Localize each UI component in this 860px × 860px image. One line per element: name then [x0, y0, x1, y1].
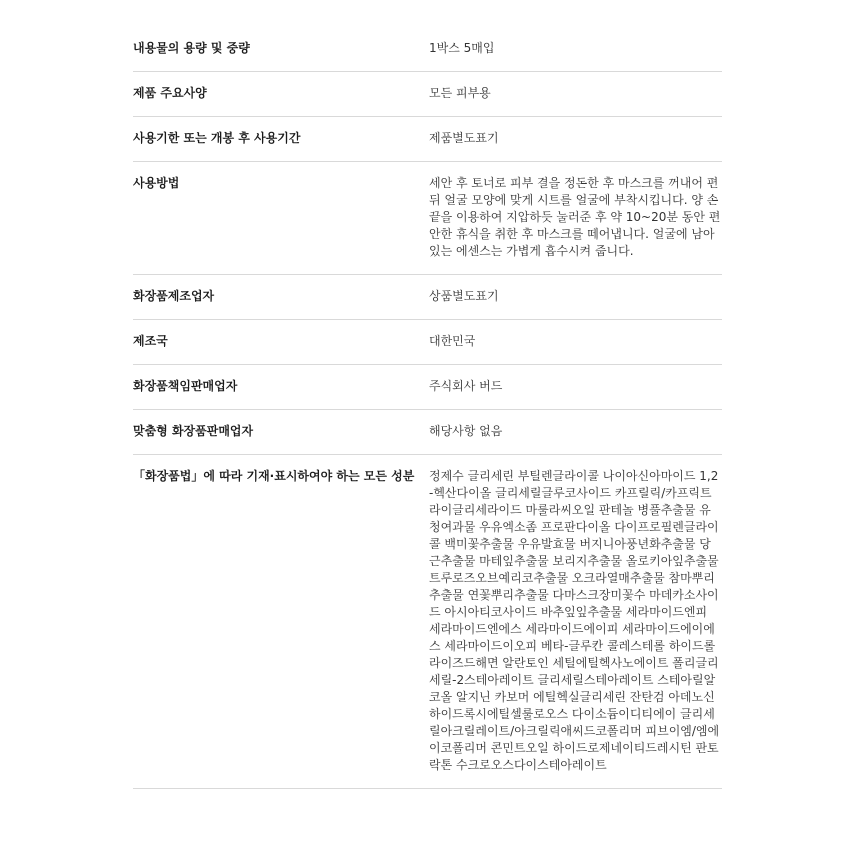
info-label: 사용기한 또는 개봉 후 사용기간 [133, 131, 301, 145]
info-label: 제품 주요사양 [133, 86, 207, 100]
info-row-ingredients [133, 455, 722, 789]
info-value: 제품별도표기 [429, 131, 499, 145]
info-label: 화장품책임판매업자 [133, 379, 238, 393]
info-row-seller [133, 365, 722, 410]
info-label: 사용방법 [133, 176, 180, 190]
info-value: 세안 후 토너로 피부 결을 정돈한 후 마스크를 꺼내어 편 뒤 얼굴 모양에 맞게 시트를 얼굴에 부착시킵니다. 양 손끝을 이용하여 지압하듯 눌러준 후 약 10~20분 동안 편안한 휴식을 취한 후 마스크를 떼어냅니다. 얼굴에 남아있는 에센스는 가볍게 흡수시켜 줍니다. [429, 176, 721, 258]
info-value: 상품별도표기 [429, 289, 499, 303]
info-row-country [133, 320, 722, 365]
info-row-custom-seller [133, 410, 722, 455]
info-value: 대한민국 [429, 334, 476, 348]
info-row-spec [133, 72, 722, 117]
info-label: 「화장품법」에 따라 기재·표시하여야 하는 모든 성분 [133, 469, 415, 483]
info-label: 제조국 [133, 334, 168, 348]
info-value: 주식회사 버드 [429, 379, 503, 393]
info-value: 1박스 5매입 [429, 41, 495, 55]
info-value: 해당사항 없음 [429, 424, 503, 438]
info-row-manufacturer [133, 275, 722, 320]
info-label: 화장품제조업자 [133, 289, 215, 303]
info-label: 맞춤형 화장품판매업자 [133, 424, 254, 438]
info-value: 정제수 글리세린 부틸렌글라이콜 나이아신아마이드 1,2-헥산다이올 글리세릴글루코사이드 카프릴릭/카프릭트라이글리세라이드 마룰라씨오일 판테놀 병풀추출물 유청여과물 우유엑소좀 프로판다이올 다이프로필렌글라이콜 백미꽃추출물 우유발효물 버지니아풍년화추출물 당근추출물 마테잎추출물 보리지추출물 올로키아잎추출물 트루로즈오브예리코추출물 오크라열매추출물 참마뿌리추출물 연꽃뿌리추출물 다마스크장미꽃수 마데카소사이드 아시아티코사이드 바추잎잎추출물 세라마이드엔피 세라마이드엔에스 세라마이드에이피 세라마이드에이에스 세라마이드이오피 베타-글루칸 콜레스테롤 하이드롤라이즈드해면 알란토인 세틸에틸헥사노에이트 폴리글리세릴-2스테아레이트 글리세릴스테아레이트 스테아릴알코올 알지닌 카보머 에틸헥실글리세린 잔탄검 아데노신 하이드록시에틸셀룰로오스 다이소듐이디티에이 글리세릴아크릴레이트/아크릴릭애씨드코폴리머 피브이엠/엠에이코폴리머 콘민트오일 하이드로제네이티드레시틴 판토락톤 수크로오스다이스테아레이트 [429, 469, 720, 772]
info-label: 내용물의 용량 및 중량 [133, 41, 250, 55]
product-info-table [133, 27, 722, 789]
info-row-usage [133, 162, 722, 275]
info-value: 모든 피부용 [429, 86, 491, 100]
info-row-volume [133, 27, 722, 72]
info-row-expiry [133, 117, 722, 162]
